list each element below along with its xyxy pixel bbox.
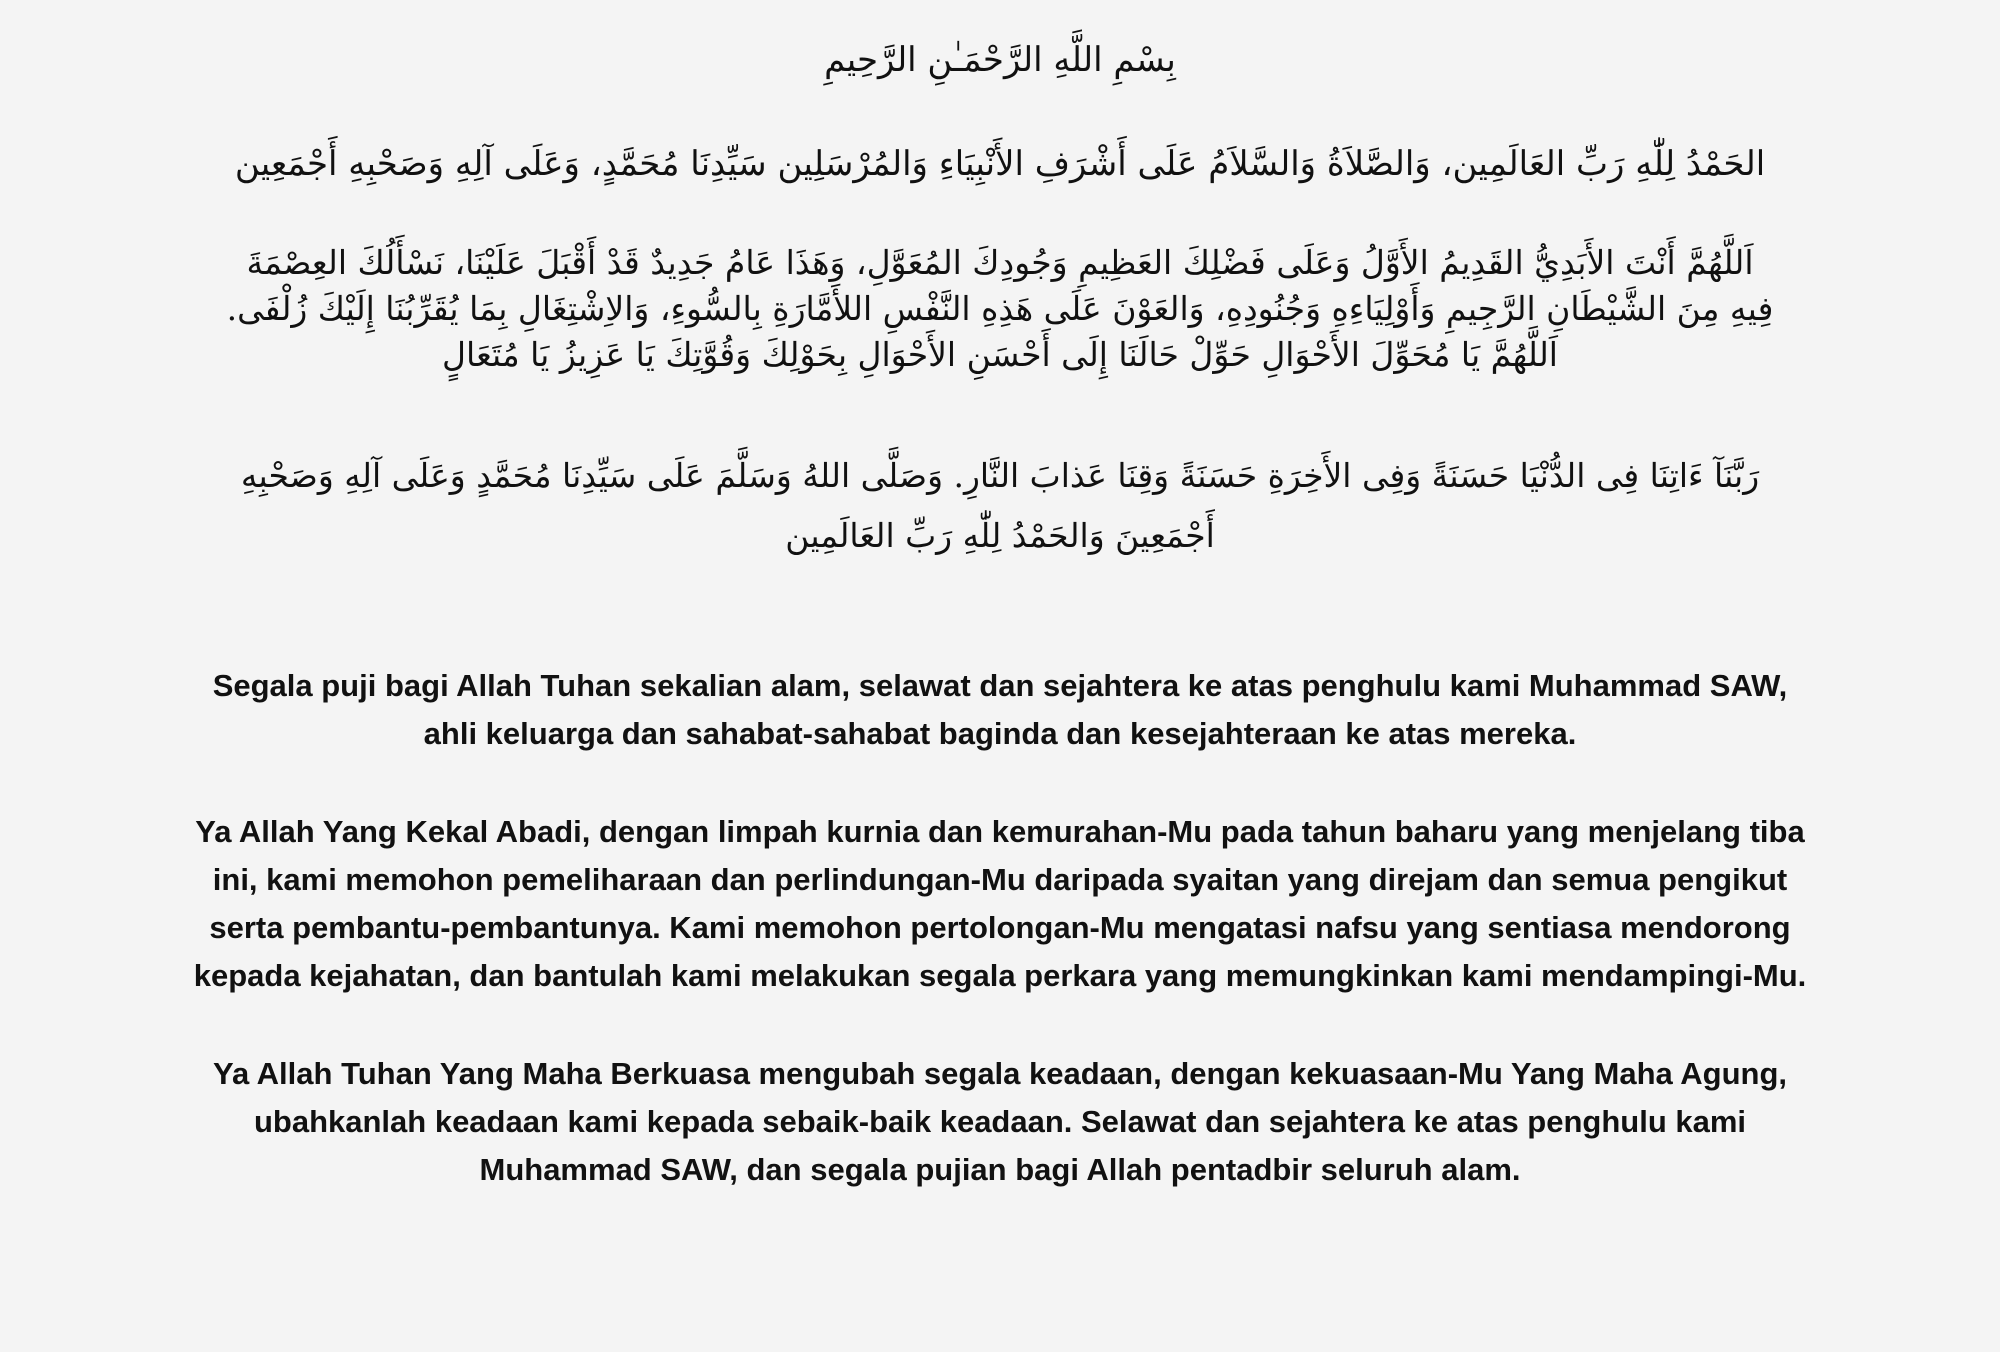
malay-paragraph-closing xyxy=(60,1050,1940,1194)
malay-line: ini, kami memohon pemeliharaan dan perlindungan-Mu daripada syaitan yang direjam dan semua pengikut xyxy=(212,862,1788,897)
arabic-line: الحَمْدُ لِلّٰهِ رَبِّ العَالَمِين، وَالصَّلاَةُ وَالسَّلاَمُ عَلَى أَشْرَفِ الأَنْبِيَاءِ وَالمُرْسَلِين سَيِّدِنَا مُحَمَّدٍ، وَعَلَى آلِهِ وَصَحْبِهِ أَجْمَعِين xyxy=(234,144,1766,184)
arabic-paragraph-praise xyxy=(80,134,1920,194)
malay-line: Segala puji bagi Allah Tuhan sekalian alam, selawat dan sejahtera ke atas penghulu kami Muhammad SAW, xyxy=(212,668,1788,703)
bismillah-heading xyxy=(80,30,1920,90)
malay-paragraph-supplication xyxy=(60,808,1940,1000)
malay-line: ubahkanlah keadaan kami kepada sebaik-baik keadaan. Selawat dan sejahtera ke atas penghulu kami xyxy=(253,1104,1747,1139)
arabic-line: بِسْمِ اللَّهِ الرَّحْمَـٰنِ الرَّحِيمِ xyxy=(824,40,1176,80)
arabic-line: رَبَّنَآ ءَاتِنَا فِى الدُّنْيَا حَسَنَةً وَفِى الأَخِرَةِ حَسَنَةً وَقِنَا عَذابَ النَّارِ. وَصَلَّى اللهُ وَسَلَّمَ عَلَى سَيِّدِنَا مُحَمَّدٍ وَعَلَى آلِهِ وَصَحْبِهِ xyxy=(240,456,1760,495)
arabic-paragraph-closing xyxy=(80,446,1920,566)
arabic-line: اَللَّهُمَّ أَنْتَ الأَبَدِيُّ القَدِيمُ الأَوَّلُ وَعَلَى فَضْلِكَ العَظِيمِ وَجُودِكَ المُعَوَّلِ، وَهَذَا عَامُ جَدِيدٌ قَدْ أَقْبَلَ عَلَيْنَا، نَسْأَلُكَ العِصْمَةَ xyxy=(246,243,1754,282)
malay-line: Muhammad SAW, dan segala pujian bagi Allah pentadbir seluruh alam. xyxy=(479,1152,1521,1187)
arabic-paragraph-supplication xyxy=(80,240,1920,378)
arabic-line: أَجْمَعِينَ وَالحَمْدُ لِلّٰهِ رَبِّ العَالَمِين xyxy=(785,516,1215,555)
arabic-line: اَللَّهُمَّ يَا مُحَوِّلَ الأَحْوَالِ حَوِّلْ حَالَنَا إِلَى أَحْسَنِ الأَحْوَالِ بِحَوْلِكَ وَقُوَّتِكَ يَا عَزِيزُ يَا مُتَعَالٍ xyxy=(442,335,1558,374)
malay-paragraph-praise xyxy=(60,662,1940,758)
arabic-line: فِيهِ مِنَ الشَّيْطَانِ الرَّجِيمِ وَأَوْلِيَاءِهِ وَجُنُودِهِ، وَالعَوْنَ عَلَى هَذِهِ النَّفْسِ اللأَمَّارَةِ بِالسُّوءِ، وَالاِشْتِغَالِ بِمَا يُقَرِّبُنَا إِلَيْكَ زُلْفَى. xyxy=(226,289,1774,328)
malay-line: ahli keluarga dan sahabat-sahabat baginda dan kesejahteraan ke atas mereka. xyxy=(423,716,1577,751)
malay-line: kepada kejahatan, dan bantulah kami melakukan segala perkara yang memungkinkan kami mendampingi-Mu. xyxy=(193,958,1807,993)
malay-line: serta pembantu-pembantunya. Kami memohon pertolongan-Mu mengatasi nafsu yang sentiasa mendorong xyxy=(209,910,1791,945)
malay-line: Ya Allah Tuhan Yang Maha Berkuasa mengubah segala keadaan, dengan kekuasaan-Mu Yang Maha Agung, xyxy=(213,1056,1787,1091)
malay-line: Ya Allah Yang Kekal Abadi, dengan limpah kurnia dan kemurahan-Mu pada tahun baharu yang menjelang tiba xyxy=(195,814,1805,849)
